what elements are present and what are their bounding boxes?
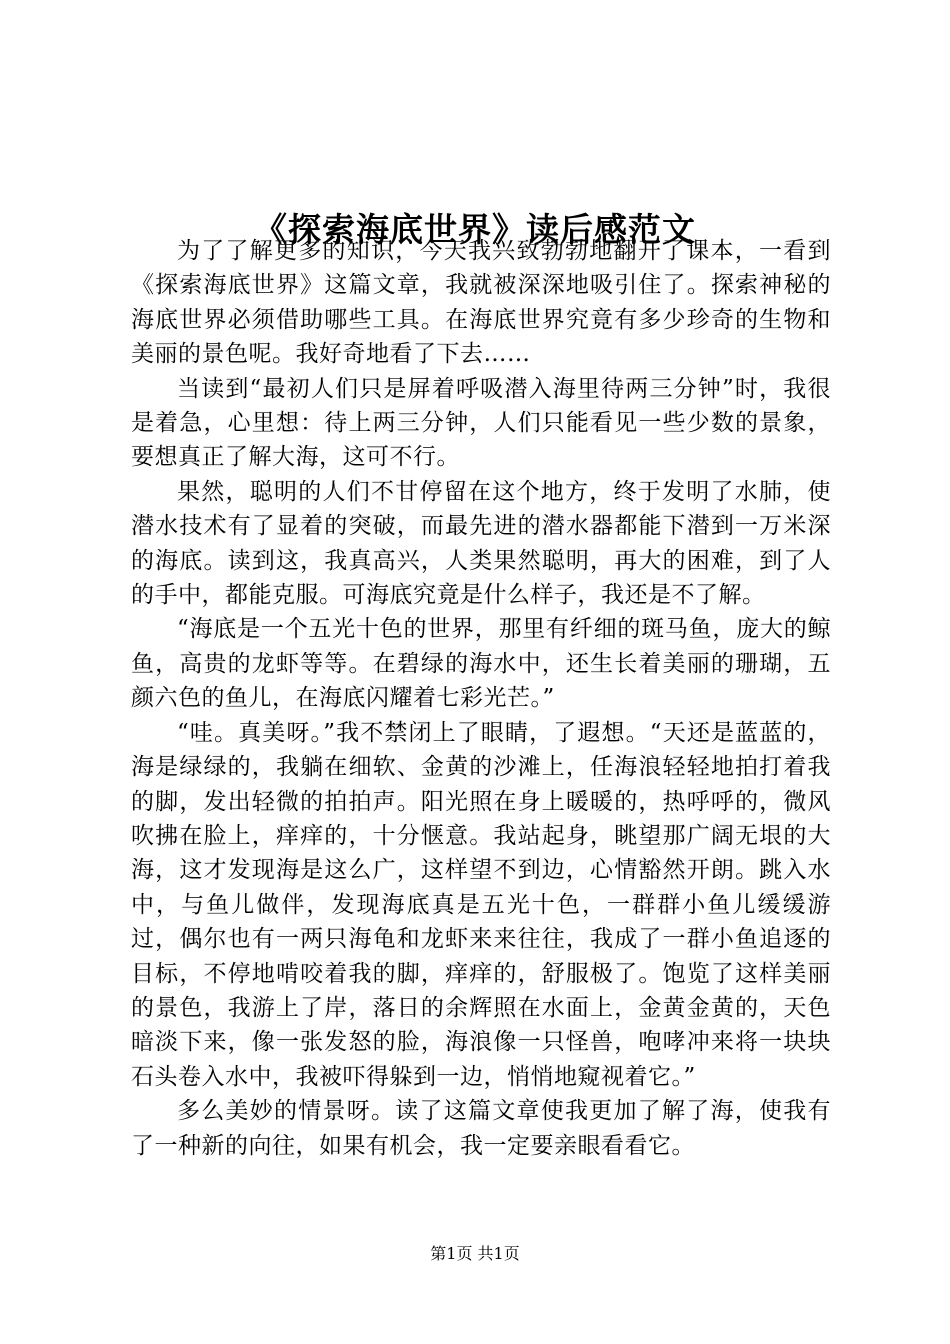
paragraph-2: 当读到“最初人们只是屏着呼吸潜入海里待两三分钟”时，我很是着急，心里想：待上两三分钟，人们只能看见一些少数的景象，要想真正了解大海，这可不行。 [131,375,831,471]
document-body [131,234,831,1163]
paragraph-3: 果然，聪明的人们不甘停留在这个地方，终于发明了水肺，使潜水技术有了显着的突破，而最先进的潜水器都能下潜到一万米深的海底。读到这，我真高兴，人类果然聪明，再大的困难，到了人的手中，都能克服。可海底究竟是什么样子，我还是不了解。 [131,478,831,609]
document-title: 《探索海底世界》读后感范文 [254,210,696,250]
page-footer: 第1页 共1页 [430,1244,520,1263]
paragraph-1: 为了了解更多的知识，今天我兴致勃勃地翻开了课本，一看到《探索海底世界》这篇文章，我就被深深地吸引住了。探索神秘的海底世界必须借助哪些工具。在海底世界究竟有多少珍奇的生物和美丽的景色呢。我好奇地看了下去…… [131,238,831,368]
paragraph-6: 多么美妙的情景呀。读了这篇文章使我更加了解了海，使我有了一种新的向往，如果有机会，我一定要亲眼看看它。 [131,1098,831,1159]
paragraph-4: “海底是一个五光十色的世界，那里有纤细的斑马鱼，庞大的鲸鱼，高贵的龙虾等等。在碧绿的海水中，还生长着美丽的珊瑚，五颜六色的鱼儿，在海底闪耀着七彩光芒。” [131,616,831,712]
paragraph-5: “哇。真美呀。”我不禁闭上了眼睛，了遐想。“天还是蓝蓝的，海是绿绿的，我躺在细软、金黄的沙滩上，任海浪轻轻地拍打着我的脚，发出轻微的拍拍声。阳光照在身上暖暖的，热呼呼的，微风吹拂在脸上，痒痒的，十分惬意。我站起身，眺望那广阔无垠的大海，这才发现海是这么广，这样望不到边，心情豁然开朗。跳入水中，与鱼儿做伴，发现海底真是五光十色，一群群小鱼儿缓缓游过，偶尔也有一两只海龟和龙虾来来往往，我成了一群小鱼追逐的目标，不停地啃咬着我的脚，痒痒的，舒服极了。饱览了这样美丽的景色，我游上了岸，落日的余辉照在水面上，金黄金黄的，天色暗淡下来，像一张发怒的脸，海浪像一只怪兽，咆哮冲来将一块块石头卷入水中，我被吓得躲到一边，悄悄地窥视着它。” [131,719,831,1090]
